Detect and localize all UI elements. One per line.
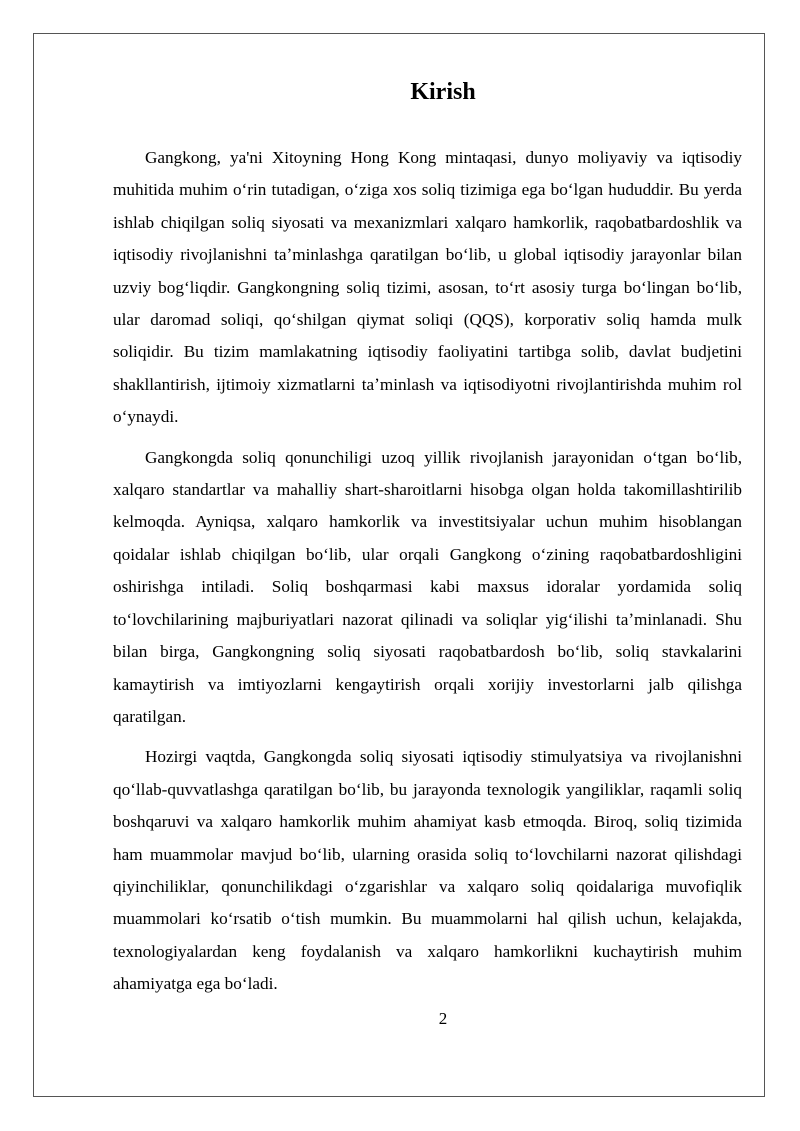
page-number: 2 (438, 1009, 448, 1028)
page-title: Kirish (410, 79, 476, 105)
paragraph-1: Gangkong, ya'ni Xitoyning Hong Kong mintaqasi, dunyo moliyaviy va iqtisodiy muhitida muhim oʻrin tutadigan, oʻziga xos soliq tizimiga ega boʻlgan hududdir. Bu yerda ishlab chiqilgan soliq siyosati va mexanizmlari xalqaro hamkorlik, raqobatbardoshlik va iqtisodiy rivojlanishni taʼminlashga qaratilgan boʻlib, u global iqtisodiy jarayonlar bilan uzviy bogʻliqdir. Gangkongning soliq tizimi, asosan, toʻrt asosiy turga boʻlingan boʻlib, ular daromad soliqi, qoʻshilgan qiymat soliqi (QQS), korporativ soliq hamda mulk soliqidir. Bu tizim mamlakatning iqtisodiy faoliyatini tartibga solib, davlat budjetini shakllantirish, ijtimoiy xizmatlarni taʼminlash va iqtisodiyotni rivojlantirishda muhim rol oʻynaydi. (113, 148, 742, 427)
paragraph-3: Hozirgi vaqtda, Gangkongda soliq siyosati iqtisodiy stimulyatsiya va rivojlanishni qoʻllab-quvvatlashga qaratilgan boʻlib, bu jarayonda texnologik yangiliklar, raqamli soliq boshqaruvi va xalqaro hamkorlik muhim ahamiyat kasb etmoqda. Biroq, soliq tizimida ham muammolar mavjud boʻlib, ularning orasida soliq toʻlovchilarni nazorat qilishdagi qiyinchiliklar, qonunchilikdagi oʻzgarishlar va xalqaro soliq qoidalariga muvofiqlik muammolari koʻrsatib oʻtish mumkin. Bu muammolarni hal qilish uchun, kelajakda, texnologiyalardan keng foydalanish va xalqaro hamkorlikni kuchaytirish muhim ahamiyatga ega boʻladi. (113, 747, 742, 994)
paragraph-2: Gangkongda soliq qonunchiligi uzoq yillik rivojlanish jarayonidan oʻtgan boʻlib, xalqaro standartlar va mahalliy shart-sharoitlarni hisobga olgan holda takomillashtirilib kelmoqda. Ayniqsa, xalqaro hamkorlik va investitsiyalar uchun muhim hisoblangan qoidalar ishlab chiqilgan boʻlib, ular orqali Gangkong oʻzining raqobatbardoshligini oshirishga intiladi. Soliq boshqarmasi kabi maxsus idoralar yordamida soliq toʻlovchilarining majburiyatlari nazorat qilinadi va soliqlar yigʻilishi taʼminlanadi. Shu bilan birga, Gangkongning soliq siyosati raqobatbardosh boʻlib, soliq stavkalarini kamaytirish va imtiyozlarni kengaytirish orqali xorijiy investorlarni jalb qilishga qaratilgan. (113, 447, 742, 726)
document-body (113, 142, 742, 1009)
